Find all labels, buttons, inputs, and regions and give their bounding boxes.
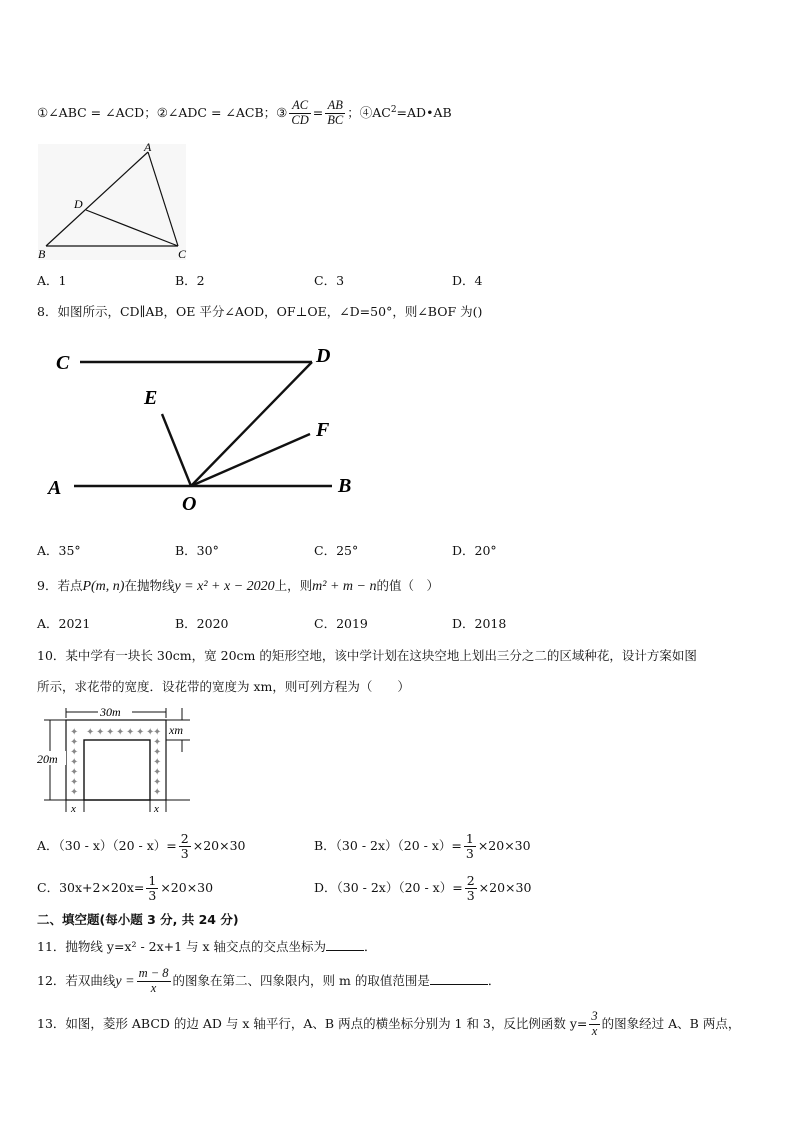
frac-denominator: BC [327, 113, 344, 128]
q9-option-c[interactable]: C．2019 [314, 616, 368, 631]
q12-fraction [137, 967, 171, 996]
q10-option-d[interactable] [314, 873, 531, 903]
label-d: D [74, 197, 83, 211]
q7-option-c[interactable]: C．3 [314, 273, 345, 288]
q10-garden-figure [36, 704, 196, 816]
q8-option-a[interactable]: A．35° [37, 543, 81, 558]
frac-numerator: 2 [180, 831, 189, 847]
frac-numerator: 3 [591, 1009, 598, 1024]
q9-mid1: 在抛物线 [124, 578, 175, 593]
option-text: ×20×30 [477, 838, 531, 853]
q10-option-b[interactable] [314, 831, 531, 861]
q10-option-c[interactable] [37, 873, 213, 903]
frac-denominator: 3 [148, 888, 157, 903]
ray-od [191, 362, 312, 486]
label-a: A [48, 477, 62, 499]
flower-mark: ✦ [86, 727, 95, 738]
frac-denominator: 3 [466, 888, 475, 903]
q9-point: P(m, n) [82, 579, 125, 594]
option-text: C．30x+2×20x= [37, 880, 145, 895]
frac-denominator: x [591, 1024, 598, 1038]
q9-text [37, 576, 439, 595]
q12-y: y = [115, 974, 135, 989]
frac-numerator: 1 [465, 831, 474, 847]
label-a: A [144, 140, 152, 154]
flower-mark: ✦ [70, 757, 79, 768]
q9-parabola-equation: y = x² + x − 2020 [174, 579, 275, 594]
label-20m: 20m [37, 752, 58, 766]
q7-text-part1: ①∠ABC = ∠ACD；②∠ADC = ∠ACB；③ [37, 105, 288, 121]
label-30m: 30m [100, 705, 121, 719]
q13-prefix: 13．如图，菱形 ABCD 的边 AD 与 x 轴平行，A、B 两点的横坐标分别为 1 和 3，反比例函数 y= [37, 1016, 588, 1031]
frac-numerator: 2 [466, 873, 475, 889]
q13-text [37, 1004, 740, 1044]
option-text: ×20×30 [192, 838, 246, 853]
flower-mark: ✦ [153, 787, 162, 798]
q9-option-a[interactable]: A．2021 [37, 616, 91, 631]
option-text: ×20×30 [160, 880, 214, 895]
q9-option-b[interactable]: B．2020 [175, 616, 229, 631]
q7-option-a[interactable]: A．1 [37, 273, 67, 288]
ray-of [191, 434, 310, 486]
q9-prefix: 9．若点 [37, 578, 83, 593]
q9-expression: m² + m − n [312, 579, 377, 594]
frac-denominator: CD [291, 113, 309, 128]
q10-option-a[interactable] [37, 831, 245, 861]
q11-text [37, 937, 377, 955]
answer-blank[interactable] [430, 972, 488, 985]
flower-mark: ✦ [70, 747, 79, 758]
q11-body: 11．抛物线 y=x² - 2x+1 与 x 轴交点的交点坐标为 [37, 939, 327, 954]
q9-suffix: 的值（ ） [376, 578, 439, 593]
q7-text-part2: ；④AC [347, 105, 391, 121]
label-o: O [182, 493, 197, 515]
q8-angle-figure [40, 340, 370, 520]
label-x-mid: x [154, 803, 159, 815]
frac-denominator: 3 [180, 846, 189, 861]
label-xm: xm [169, 723, 183, 737]
q7-text-part3: =AD•AB [396, 105, 452, 121]
flower-mark: ✦ [106, 727, 115, 738]
frac-numerator: 1 [148, 873, 157, 889]
flower-mark: ✦ [70, 767, 79, 778]
q8-option-c[interactable]: C．25° [314, 543, 359, 558]
q10-text-line1: 10．某中学有一块长 30cm，宽 20cm 的矩形空地，该中学计划在这块空地上划出三分之二的区域种花，设计方案如图 [37, 648, 697, 663]
q8-text: 8．如图所示，CD∥AB，OE 平分∠AOD，OF⊥OE，∠D=50°，则∠BOF 为() [37, 304, 483, 319]
q12-end: ． [487, 973, 501, 988]
q10-text-line2: 所示，求花带的宽度．设花带的宽度为 xm，则可列方程为（ ） [37, 679, 410, 694]
q7-fraction-ab-bc [325, 99, 345, 128]
ray-oe [162, 414, 191, 486]
flower-mark: ✦ [136, 727, 145, 738]
q7-option-b[interactable]: B．2 [175, 273, 205, 288]
inner-rect [84, 740, 150, 800]
flower-mark: ✦ [153, 757, 162, 768]
flower-mark: ✦ [116, 727, 125, 738]
frac-denominator: x [150, 981, 157, 995]
label-c: C [178, 247, 187, 261]
flower-mark: ✦ [146, 727, 155, 738]
label-d: D [316, 345, 331, 367]
flower-mark: ✦ [153, 727, 162, 738]
q9-option-d[interactable]: D．2018 [452, 616, 507, 631]
flower-mark: ✦ [153, 747, 162, 758]
label-f: F [316, 419, 330, 441]
frac-denominator: 3 [465, 846, 474, 861]
q7-conditions [37, 92, 452, 128]
frac-numerator: AB [325, 99, 345, 114]
q9-mid2: 上，则 [274, 578, 313, 593]
flower-mark: ✦ [70, 777, 79, 788]
flower-mark: ✦ [126, 727, 135, 738]
q8-option-d[interactable]: D．20° [452, 543, 497, 558]
label-b: B [38, 247, 46, 261]
flower-mark: ✦ [70, 787, 79, 798]
label-b: B [338, 475, 352, 497]
q8-option-b[interactable]: B．30° [175, 543, 219, 558]
option-text: ×20×30 [478, 880, 532, 895]
q11-end: ． [364, 939, 377, 954]
q7-option-d[interactable]: D．4 [452, 273, 483, 288]
q12-text [37, 961, 500, 1002]
flower-mark: ✦ [153, 767, 162, 778]
q12-prefix: 12．若双曲线 [37, 973, 116, 988]
label-c: C [56, 352, 70, 374]
q13-fraction [589, 1010, 599, 1039]
option-text: D．（30 - 2x）（20 - x）= [314, 880, 463, 895]
flower-mark: ✦ [70, 727, 79, 738]
q7-fraction-ac-cd [289, 99, 310, 128]
q7-superscript: 2 [390, 105, 397, 115]
label-e: E [144, 387, 158, 409]
option-text: B．（30 - 2x）（20 - x）= [314, 838, 462, 853]
equals-sign: = [312, 105, 324, 121]
label-x-left: x [71, 803, 76, 815]
option-text: A．（30 - x）（20 - x）= [37, 838, 177, 853]
flower-mark: ✦ [153, 777, 162, 788]
answer-blank[interactable] [326, 938, 364, 951]
flower-mark: ✦ [70, 737, 79, 748]
q12-body: 的图象在第二、四象限内，则 m 的取值范围是 [172, 973, 430, 988]
flower-mark: ✦ [153, 737, 162, 748]
frac-numerator: m − 8 [138, 966, 169, 981]
flower-mark: ✦ [96, 727, 105, 738]
q13-suffix: 的图象经过 A、B 两点， [601, 1016, 741, 1031]
frac-numerator: AC [289, 99, 310, 114]
section-heading: 二、填空题(每小题 3 分, 共 24 分) [37, 912, 239, 927]
q7-triangle-figure [34, 138, 194, 266]
